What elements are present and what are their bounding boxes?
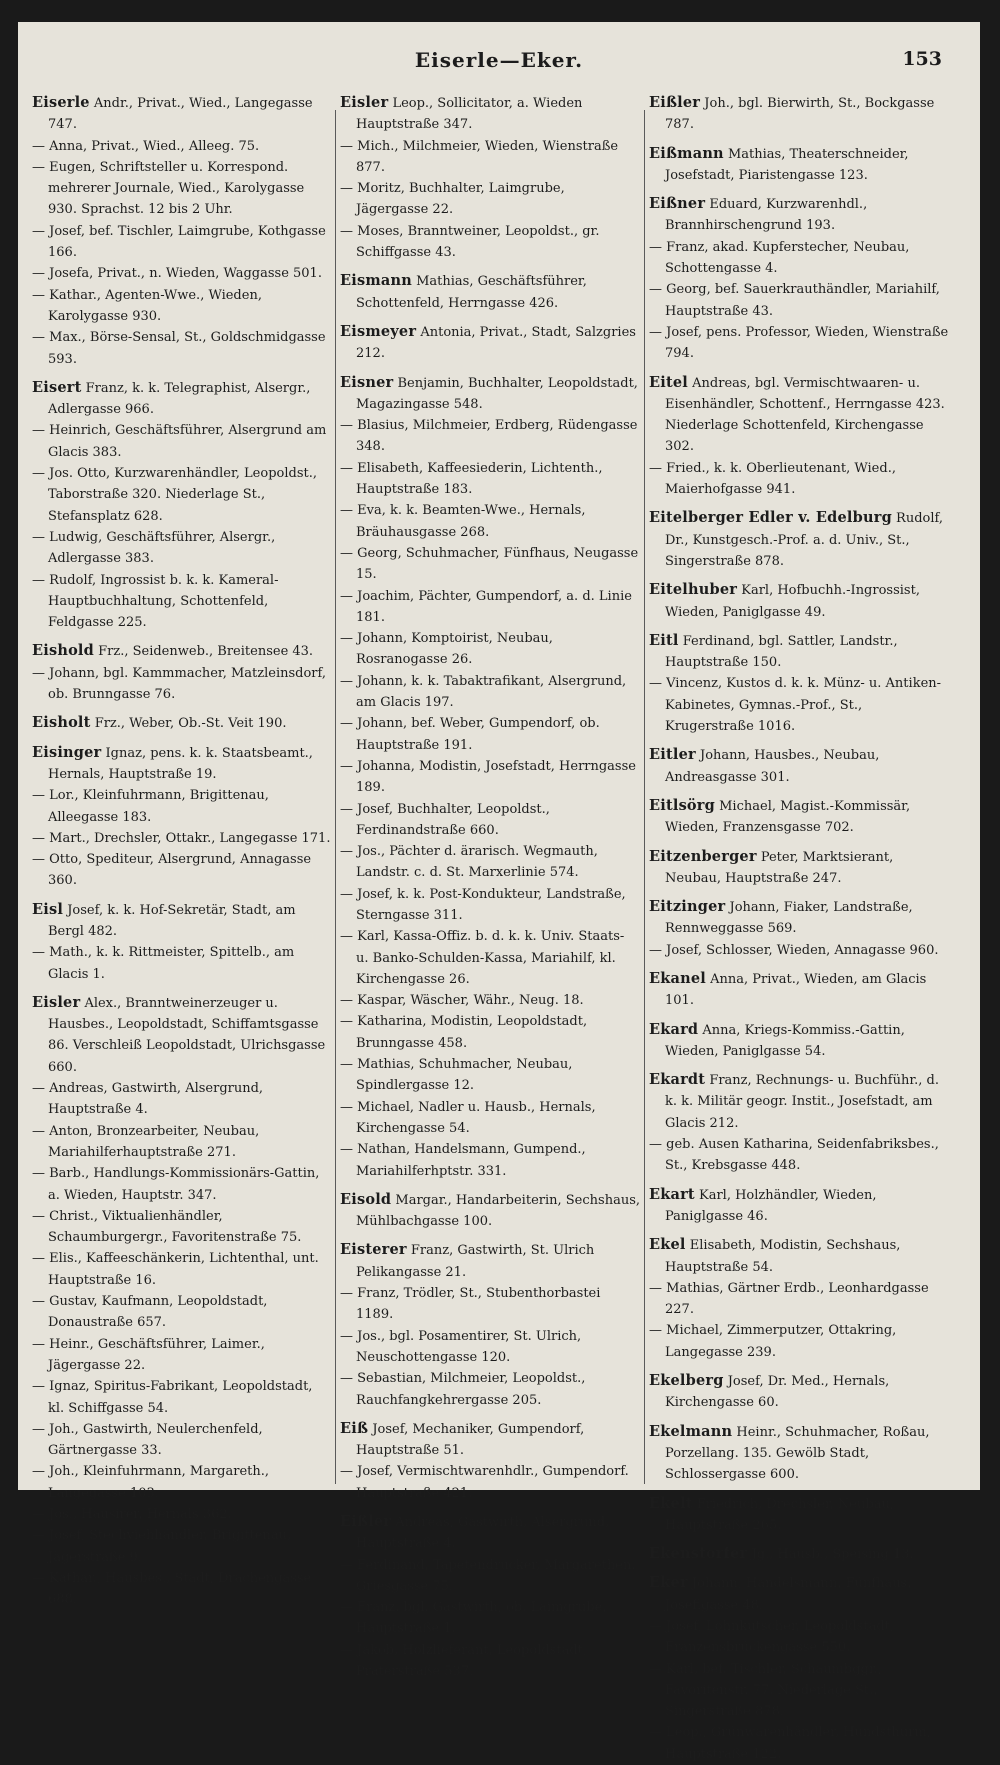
entry-text: Anna, Kriegs-Kommiss.-Gattin, Wieden, Paniglgasse 54. xyxy=(665,1022,905,1059)
entry-text: Rudolf, Dr., Kunstgesch.-Prof. a. d. Univ., St., Singerstraße 878. xyxy=(665,511,943,569)
directory-entry xyxy=(32,1568,332,1611)
directory-entry-head xyxy=(649,846,949,890)
directory-entry xyxy=(340,136,640,179)
directory-entry xyxy=(340,543,640,586)
directory-entry-head xyxy=(32,640,332,662)
entry-text: Benjamin, Buchhalter, Leopoldstadt, Magazingasse 548. xyxy=(356,375,638,412)
directory-entry-head xyxy=(649,1069,949,1134)
surname: Eisholt xyxy=(32,714,91,732)
entry-text: Heinr., Schuhmacher, Roßau, Porzellang. 135. Gewölb Stadt, Schlossergasse 600. xyxy=(665,1424,930,1483)
entry-text: — Josef, Stechviehhändler, Brigittenau, Jägerstraße 9. xyxy=(32,1528,292,1565)
surname: Eisert xyxy=(32,378,82,396)
directory-entry-head xyxy=(649,193,949,237)
entry-text: — Joh., Kleinfuhrmann, Margareth., Langegasse 103. xyxy=(32,1464,270,1501)
directory-entry-head xyxy=(340,321,640,365)
directory-entry xyxy=(32,1461,332,1504)
surname: Eißmann xyxy=(649,144,724,162)
entry-text: — Elis., Kaffeeschänkerin, Lichtenthal, unt. Hauptstraße 16. xyxy=(32,1251,319,1288)
entry-text: Johann, Hausbes., Neubau, Andreasgasse 301. xyxy=(665,748,880,785)
surname: Eitlsörg xyxy=(649,796,715,814)
entry-text: Joh., bgl. Bierwirth, St., Bockgasse 787. xyxy=(665,96,935,133)
entry-text: — Karl, Kassa-Offiz. b. d. k. k. Univ. Staats- u. Banko-Schulden-Kassa, Mariahilf, kl. Kirchengasse 26. xyxy=(340,929,625,987)
entry-text: — Heinr., Geschäftsführer, Laimer., Jägergasse 22. xyxy=(32,1336,265,1373)
directory-entry xyxy=(649,1320,949,1363)
directory-entry xyxy=(340,884,640,927)
entry-text: — Josef, Buchhalter, Leopoldst., Ferdinandstraße 660. xyxy=(340,801,550,838)
directory-entry xyxy=(32,221,332,264)
entry-text: — Johann, k. k. Tabaktrafikant, Alsergrund, am Glacis 197. xyxy=(340,673,627,711)
entry-text: — Johann, bef. Weber, Gumpendorf, ob. Hauptstraße 191. xyxy=(340,716,600,753)
directory-entry xyxy=(340,628,640,671)
directory-entry xyxy=(32,849,332,892)
entry-text: Alex., Branntweinerzeuger u. Hausbes., Leopoldstadt, Schiffamtsgasse 86. Verschleiß Leopoldstadt, Ulrichsgasse 660. xyxy=(48,995,326,1075)
entry-text: Josef, Dr. Med., Hernals, Kirchengasse 60. xyxy=(665,1374,890,1411)
directory-entry-head xyxy=(32,742,332,786)
directory-entry xyxy=(340,1097,640,1140)
running-head: Eiserle—Eker. xyxy=(414,48,584,72)
entry-text: — Andreas, Gastwirth, Alsergrund, Hauptstraße 4. xyxy=(32,1081,264,1118)
entry-text: Franz, Rechnungs- u. Buchführ., d. k. k. Militär geogr. Instit., Josefstadt, am Glacis 212. xyxy=(665,1073,939,1131)
surname: Eißler xyxy=(340,1513,392,1530)
directory-entry xyxy=(649,940,949,961)
directory-entry xyxy=(340,458,640,501)
entry-text: — Ludwig, Geschäftsführer, Alsergr., Adlergasse 383. xyxy=(32,529,276,567)
directory-entry xyxy=(32,157,332,221)
directory-entry xyxy=(340,926,640,990)
directory-entry xyxy=(340,799,640,842)
entry-text: Andreas, Gastwirth, Alsergrund, Hauptstraße 4. xyxy=(356,1515,610,1552)
directory-entry-head xyxy=(649,92,949,136)
entry-text: Franz, k. k. Telegraphist, Alsergr., Adlergasse 966. xyxy=(48,380,311,418)
surname: Eishold xyxy=(32,642,94,660)
directory-entry-head xyxy=(649,1184,949,1228)
directory-entry-head xyxy=(32,899,332,943)
directory-entry-head xyxy=(649,744,949,788)
entry-text: — Nathan, Handelsmann, Gumpend., Mariahilferhptstr. 331. xyxy=(340,1142,586,1179)
directory-entry xyxy=(340,1640,640,1683)
entry-text: Andreas, bgl. Vermischtwaaren- u. Eisenhändler, Schottenf., Herrngasse 423. Niederlage Schottenfeld, Kirchengasse 302. xyxy=(665,375,945,455)
entry-text: — Leop., Grünwarenhändler, Hundsthurm, Hauptstraße 122. xyxy=(649,1725,931,1762)
directory-entry xyxy=(340,1597,640,1640)
entry-text: — Jakob, Holzlieferant, Leopoldstadt, Praterstraße 537. xyxy=(340,1642,587,1680)
surname: Eitzenberger xyxy=(649,847,757,865)
entry-text: Andr., Privat., Wied., Langegasse 747. xyxy=(48,96,313,133)
entry-text: — Barb., Handlungs-Kommissionärs-Gattin, a. Wieden, Hauptstr. 347. xyxy=(32,1166,320,1203)
entry-text: — Franz, Trödler, St., Stubenthorbastei 1189. xyxy=(340,1286,601,1323)
entry-text: — Franz, akad. Kupferstecher, Neubau, Schottengasse 4. xyxy=(649,239,910,277)
entry-text: Karl, Hofbuchh.-Ingrossist, Wieden, Paniglgasse 49. xyxy=(665,583,920,620)
surname: Eitzinger xyxy=(649,898,726,916)
surname: Eisold xyxy=(340,1190,392,1208)
entry-text: — Lor., Kleinfuhrmann, Brigittenau, Alleegasse 183. xyxy=(32,788,269,825)
column-2 xyxy=(340,92,640,1682)
entry-text: — Sebastian, Milchmeier, Leopoldst., Rauchfangkehrergasse 205. xyxy=(340,1371,586,1408)
entry-text: Jg., Hausb., Speising 13. xyxy=(751,1547,914,1563)
directory-entry xyxy=(32,1121,332,1164)
directory-entry xyxy=(32,663,332,706)
entry-text: — Michael, Nadler u. Hausb., Hernals, Kirchengasse 54. xyxy=(340,1099,596,1136)
entry-text: Josef, Mechaniker, Gumpendorf, Hauptstraße 51. xyxy=(356,1421,585,1459)
surname: Eitelhuber xyxy=(649,581,738,599)
directory-entry-head xyxy=(340,1239,640,1283)
directory-entry xyxy=(340,221,640,264)
entry-text: — Franz, bgl. Gastwirth, ob. Laimgrube, Hauptstraße 1. xyxy=(340,1600,607,1637)
directory-entry-head xyxy=(32,712,332,734)
surname: Eisler xyxy=(340,94,389,111)
entry-text: — Vincenz, Kustos d. k. k. Münz- u. Antiken-Kabinetes, Gymnas.-Prof., St., Krugerstraße 1016. xyxy=(649,676,942,735)
entry-text: — Ignaz, Spiritus-Fabrikant, Leopoldstadt, kl. Schiffgasse 54. xyxy=(32,1379,313,1416)
directory-entry-head xyxy=(649,1572,949,1616)
directory-entry-head xyxy=(649,579,949,623)
entry-text: Anna, Privat., Wieden, am Glacis 101. xyxy=(665,971,927,1009)
directory-entry xyxy=(32,263,332,284)
entry-text: — Kaspar, Wäscher, Währ., Neug. 18. xyxy=(340,993,584,1009)
entry-text: Michael, Magist.-Kommissär, Wieden, Franzensgasse 702. xyxy=(665,798,911,836)
surname: Eismann xyxy=(340,272,412,290)
surname: Eiserle xyxy=(32,94,90,111)
directory-entry xyxy=(340,1283,640,1326)
column-1 xyxy=(32,92,332,1610)
entry-text: Antonia, Privat., Stadt, Salzgries 212. xyxy=(356,324,636,362)
directory-entry-head xyxy=(649,1019,949,1063)
entry-text: — Josef, pens. Professor, Wieden, Wienstraße 794. xyxy=(649,324,949,362)
directory-entry xyxy=(32,828,332,849)
entry-text: — Anna, Privat., Wied., Alleeg. 75. xyxy=(32,138,260,154)
entry-text: — Jos. Otto, Kurzwarenhändler, Leopoldst., Taborstraße 320. Niederlage St., Stefansplatz 628. xyxy=(32,466,317,524)
surname: Eisner xyxy=(340,373,394,391)
entry-text: Peter, Marktsierant, Neubau, Hauptstraße 247. xyxy=(665,849,894,886)
directory-entry xyxy=(340,756,640,799)
directory-page xyxy=(18,22,980,1762)
directory-entry xyxy=(32,942,332,985)
directory-entry xyxy=(32,327,332,370)
column-divider xyxy=(644,110,645,1484)
entry-text: Mathias, Geschäftsführer, Schottenfeld, Herrngasse 426. xyxy=(356,274,587,311)
entry-text: — Otto, Spediteur, Alsergrund, Annagasse 360. xyxy=(32,852,312,889)
directory-entry xyxy=(32,1334,332,1377)
directory-entry-head xyxy=(340,1189,640,1233)
surname: Ekelmann xyxy=(649,1422,733,1440)
directory-entry xyxy=(340,713,640,756)
entry-text: Karl, Holzhändler, Wieden, Paniglgasse 46. xyxy=(665,1187,877,1224)
entry-text: Ferdinand, bgl. Sattler, Landstr., Hauptstraße 150. xyxy=(665,633,898,671)
entry-text: — Michael, Zimmerputzer, Ottakring, Langegasse 239. xyxy=(649,1323,897,1360)
entry-text: Josef, k. k. Hof-Sekretär, Stadt, am Bergl 482. xyxy=(48,902,296,939)
directory-entry-head xyxy=(340,1511,640,1555)
directory-entry xyxy=(649,279,949,322)
entry-text: Johann, Handelsmann, Fünfhaus, Josefigasse 48. xyxy=(665,1576,912,1613)
directory-entry xyxy=(649,458,949,501)
entry-text: Leop., Sollicitator, a. Wieden Hauptstraße 347. xyxy=(356,96,583,133)
directory-entry xyxy=(32,1504,332,1525)
entry-text: — Josef, Lohnkutscher, Leopoldstadt, Franzensbrückengasse 550. xyxy=(649,1619,895,1656)
entry-text: — Josef, k. k. Post-Kondukteur, Landstraße, Sterngasse 311. xyxy=(340,886,626,923)
directory-entry xyxy=(340,841,640,884)
entry-text: Ignaz, pens. k. k. Staatsbeamt., Hernals, Hauptstraße 19. xyxy=(48,745,313,782)
directory-entry-head xyxy=(649,1543,949,1565)
entry-text: — Kathar., Agenten-Wwe., Wieden, Karolygasse 930. xyxy=(32,287,262,324)
entry-text: — geb. Ausen Katharina, Seidenfabriksbes., St., Krebsgasse 448. xyxy=(649,1137,939,1174)
entry-text: Margar., Handarbeiterin, Sechshaus, Mühlbachgasse 100. xyxy=(356,1192,640,1230)
entry-text: — Blasius, Milchmeier, Erdberg, Rüdengasse 348. xyxy=(340,418,638,455)
directory-entry xyxy=(32,1206,332,1249)
entry-text: — Mart., Drechsler, Ottakr., Langegasse 171. xyxy=(32,830,331,846)
entry-text: — Johann, Komptoirist, Neubau, Rosranogasse 26. xyxy=(340,631,553,668)
entry-text: Frz., Weber, Ob.-St. Veit 190. xyxy=(94,716,287,732)
entry-text: — Jos., bgl. Posamentirer, St. Ulrich, Neuschottengasse 120. xyxy=(340,1328,582,1365)
surname: Eißler xyxy=(649,94,701,111)
directory-entry xyxy=(340,1326,640,1369)
entry-text: — Eva, k. k. Beamten-Wwe., Hernals, Bräuhausgasse 268. xyxy=(340,503,586,540)
entry-text: — Mich., Milchmeier, Wieden, Wienstraße 877. xyxy=(340,138,619,175)
directory-entry xyxy=(32,1525,332,1568)
directory-entry xyxy=(32,1078,332,1121)
entry-text: — Georg, Schuhmacher, Fünfhaus, Neugasse 15. xyxy=(340,545,639,583)
entry-text: Mathias, Theaterschneider, Josefstadt, Piaristengasse 123. xyxy=(665,146,909,183)
directory-entry xyxy=(649,1659,949,1723)
directory-entry-head xyxy=(340,1418,640,1462)
directory-entry xyxy=(340,1461,640,1504)
surname: Ekanel xyxy=(649,969,706,987)
entry-text: — Anton, Bronzearbeiter, Neubau, Mariahilferhauptstraße 271. xyxy=(32,1123,260,1160)
page-header xyxy=(18,48,980,80)
entry-text: — Mathias, Gärtner Erdb., Leonhardgasse 227. xyxy=(649,1280,929,1318)
directory-entry xyxy=(649,673,949,737)
surname: Ekardt xyxy=(649,1071,706,1089)
page-number: 153 xyxy=(902,48,942,70)
directory-entry xyxy=(340,178,640,221)
entry-text: — Moritz, Buchhalter, Laimgrube, Jägergasse 22. xyxy=(340,181,565,218)
entry-text: — Moses, Branntweiner, Leopoldst., gr. Schiffgasse 43. xyxy=(340,223,600,261)
entry-text: Frz., Seidenweb., Breitensee 43. xyxy=(98,644,314,660)
surname: Eismeyer xyxy=(340,322,417,340)
entry-text: — Kathar., Hausbes., Stadt, Drachengasse 688. xyxy=(32,1570,312,1608)
directory-entry xyxy=(32,463,332,527)
directory-entry-head xyxy=(32,992,332,1078)
directory-entry xyxy=(340,1054,640,1097)
directory-entry xyxy=(32,285,332,328)
directory-entry-head xyxy=(649,143,949,187)
surname: Eißner xyxy=(649,195,706,213)
entry-text: — Josef, Vermischtwarenhdlr., Gumpendorf. Hauptstraße 421. xyxy=(340,1464,629,1501)
surname: Ekard xyxy=(649,1020,699,1038)
entry-text: — Karl, bef. Tischler, Schaumbggr., Favoritenstr. 77. Niederlage St., Singerstraße 878. xyxy=(649,1661,882,1720)
entry-text: — Johann, bgl. Kammmacher, Matzleinsdorf, ob. Brunngasse 76. xyxy=(32,665,326,703)
directory-entry xyxy=(32,1248,332,1291)
surname: Ekart xyxy=(649,1185,695,1203)
entry-text: Franz, Gastwirth, St. Ulrich Pelikangasse 21. xyxy=(356,1243,595,1280)
surname: Eitelberger Edler v. Edelburg xyxy=(649,509,892,527)
entry-text: Elisabeth, Modistin, Sechshaus, Hauptstraße 54. xyxy=(665,1238,901,1275)
entry-text: — Elisabeth, Kaffeesiederin, Lichtenth., Hauptstraße 183. xyxy=(340,460,603,498)
entry-text: — Math., k. k. Rittmeister, Spittelb., am Glacis 1. xyxy=(32,945,295,982)
directory-entry xyxy=(649,1616,949,1659)
directory-entry-head xyxy=(32,377,332,421)
surname: Eisl xyxy=(32,900,64,918)
directory-entry xyxy=(340,1139,640,1182)
entry-text: — Joh., Gastwirth, Neulerchenfeld, Gärtnergasse 33. xyxy=(32,1421,263,1459)
directory-entry-head xyxy=(340,270,640,314)
entry-text: — Josef, bef. Tischler, Laimgrube, Kothgasse 166. xyxy=(32,223,326,261)
surname: Eitl xyxy=(649,631,679,649)
surname: Ekenstorfer xyxy=(649,1545,748,1563)
directory-entry-head xyxy=(340,92,640,136)
entry-text: — Josefa, Privat., n. Wieden, Waggasse 501. xyxy=(32,266,322,282)
directory-entry xyxy=(32,1376,332,1419)
directory-entry-head xyxy=(649,795,949,839)
entry-text: Eduard, Kurzwarenhdl., Brannhirschengrund 193. xyxy=(665,197,868,234)
directory-entry xyxy=(340,500,640,543)
surname: Eisler xyxy=(32,993,81,1011)
entry-text: — Katharina, Modistin, Leopoldstadt, Brunngasse 458. xyxy=(340,1014,588,1051)
entry-text: — Georg, bef. Sauerkrauthändler, Mariahilf, Hauptstraße 43. xyxy=(649,282,940,319)
entry-text: — Johanna, Modistin, Josefstadt, Herrngasse 189. xyxy=(340,758,636,796)
surname: Ekel xyxy=(649,1236,686,1254)
directory-entry-head xyxy=(340,372,640,416)
directory-entry xyxy=(649,1134,949,1177)
directory-entry xyxy=(649,237,949,280)
directory-entry-head xyxy=(649,1234,949,1278)
surname: Eitel xyxy=(649,373,688,391)
directory-entry-head xyxy=(32,92,332,136)
directory-entry xyxy=(340,671,640,714)
directory-entry xyxy=(340,1011,640,1054)
directory-entry xyxy=(32,527,332,570)
directory-entry-head xyxy=(649,896,949,940)
directory-entry xyxy=(340,1555,640,1598)
entry-text: — Jos., Hausirer, Hernals 362. xyxy=(32,1507,232,1522)
entry-text: — Gustav, Kaufmann, Leopoldstadt, Donaustraße 657. xyxy=(32,1294,268,1331)
entry-text: — Rudolf, Ingrossist b. k. k. Kameral-Hauptbuchhaltung, Schottenfeld, Feldgasse 225. xyxy=(32,572,279,631)
surname: Ekelt xyxy=(649,1494,693,1512)
entry-text: — Ferdinand, Tapetendrucker, Margarethen, Griesgasse 75. xyxy=(340,1557,636,1594)
directory-entry-head xyxy=(649,1493,949,1537)
surname: Eiß xyxy=(340,1419,369,1437)
surname: Eitler xyxy=(649,746,696,764)
directory-entry xyxy=(32,1291,332,1334)
directory-entry xyxy=(32,1419,332,1462)
entry-text: — Jos., Pächter d. ärarisch. Wegmauth, Landstr. c. d. St. Marxerlinie 574. xyxy=(340,844,598,881)
entry-text: — Max., Börse-Sensal, St., Goldschmidgasse 593. xyxy=(32,330,326,367)
entry-text: — Eugen, Schriftsteller u. Korrespond. mehrerer Journale, Wied., Karolygasse 930. Sprachst. 12 bis 2 Uhr. xyxy=(32,159,305,218)
directory-entry xyxy=(32,136,332,157)
surname: Eker xyxy=(649,1574,688,1592)
entry-text: — Heinrich, Geschäftsführer, Alsergrund am Glacis 383. xyxy=(32,423,327,460)
directory-entry xyxy=(32,1163,332,1206)
directory-entry xyxy=(649,1278,949,1321)
directory-entry xyxy=(649,1722,949,1765)
column-3 xyxy=(649,92,949,1765)
directory-entry-head xyxy=(649,630,949,674)
directory-entry-head xyxy=(649,507,949,572)
surname: Ekelberg xyxy=(649,1372,724,1390)
directory-entry xyxy=(32,785,332,828)
entry-text: Johann, Fiaker, Landstraße, Rennweggasse 569. xyxy=(665,900,913,937)
directory-entry xyxy=(649,322,949,365)
column-divider xyxy=(335,110,336,1484)
entry-text: — Christ., Viktualienhändler, Schaumburgergr., Favoritenstraße 75. xyxy=(32,1208,302,1246)
directory-entry xyxy=(32,420,332,463)
directory-entry xyxy=(340,586,640,629)
directory-entry xyxy=(32,570,332,634)
entry-text: — Mathias, Schuhmacher, Neubau, Spindlergasse 12. xyxy=(340,1057,573,1094)
directory-entry xyxy=(340,990,640,1011)
directory-entry-head xyxy=(649,1370,949,1414)
directory-entry-head xyxy=(649,968,949,1012)
directory-entry xyxy=(340,415,640,458)
surname: Eisterer xyxy=(340,1241,407,1259)
entry-text: — Fried., k. k. Oberlieutenant, Wied., Maierhofgasse 941. xyxy=(649,460,896,498)
entry-text: Friedrich, Drechsler, Neubau, Hauptstraße 265. xyxy=(665,1496,894,1533)
surname: Eisinger xyxy=(32,743,102,761)
directory-entry-head xyxy=(649,1421,949,1486)
entry-text: — Joachim, Pächter, Gumpendorf, a. d. Linie 181. xyxy=(340,588,632,625)
directory-entry-head xyxy=(649,372,949,458)
directory-entry xyxy=(340,1368,640,1411)
entry-text: — Josef, Schlosser, Wieden, Annagasse 960. xyxy=(649,942,939,958)
